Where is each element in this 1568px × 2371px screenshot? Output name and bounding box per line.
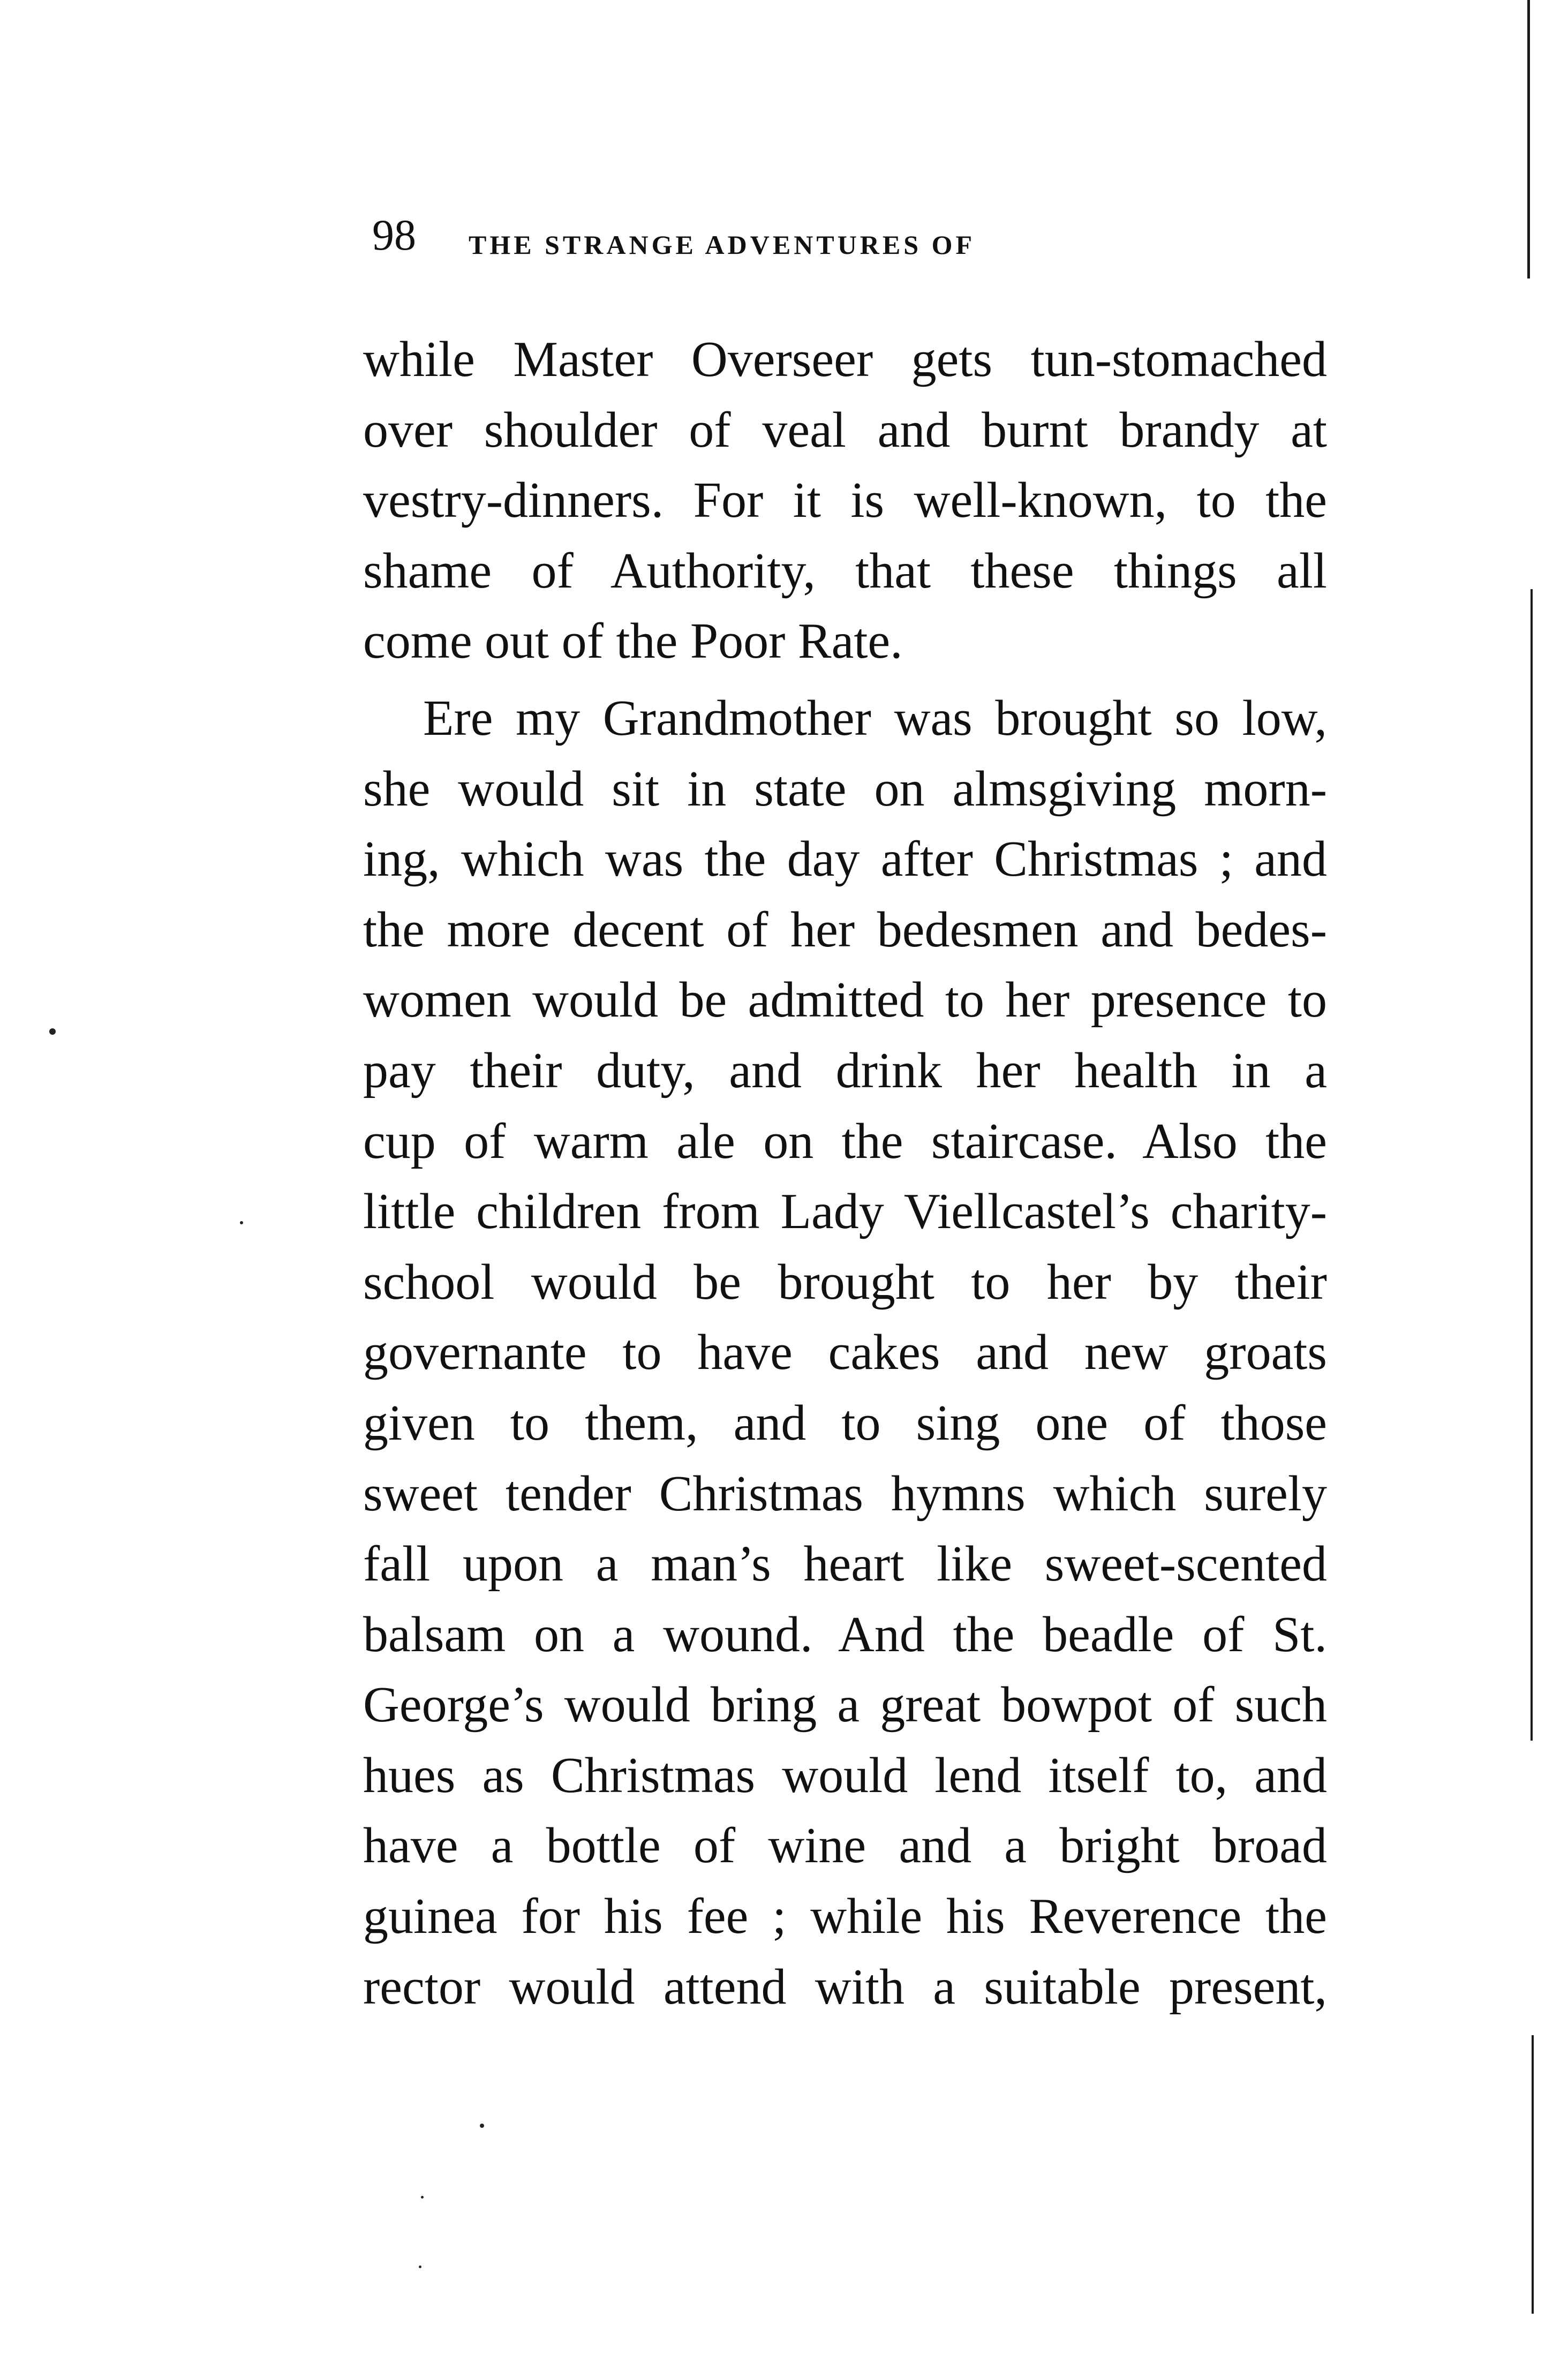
speck [480,2124,484,2128]
speck [419,2265,421,2268]
text-line: fall upon a man’s heart like sweet-scented [363,1536,1327,1592]
text-line: George’s would bring a great bowpot of such [363,1677,1327,1733]
text-line: school would be brought to her by their [363,1254,1327,1310]
text-line: while Master Overseer gets tun-stomached [363,332,1327,387]
text-line: have a bottle of wine and a bright broad [363,1818,1327,1874]
scan-edge-line [1531,589,1533,1741]
text-line: given to them, and to sing one of those [363,1395,1327,1451]
text-line: rector would attend with a suitable present, [363,1959,1327,2015]
text-line: the more decent of her bedesmen and bedes- [363,901,1327,958]
body-text [363,325,1327,2022]
page-number: 98 [372,210,416,259]
text-line: balsam on a wound. And the beadle of St. [363,1606,1327,1662]
text-line: sweet tender Christmas hymns which surely [363,1465,1327,1522]
scan-edge-line [1532,2035,1534,2314]
scan-edge-line [1527,0,1530,279]
text-line: cup of warm ale on the staircase. Also the [363,1113,1327,1169]
text-line: women would be admitted to her presence to [363,972,1327,1028]
text-line: shame of Authority, that these things all [363,543,1327,599]
text-line: pay their duty, and drink her health in a [363,1042,1327,1098]
text-line: she would sit in state on almsgiving morn- [363,761,1327,817]
running-title: THE STRANGE ADVENTURES OF [469,230,975,260]
text-line: over shoulder of veal and burnt brandy at [363,402,1327,458]
text-line: hues as Christmas would lend itself to, and [363,1747,1327,1803]
text-line: vestry-dinners. For it is well-known, to the [363,472,1327,529]
text-line: Ere my Grandmother was brought so low, [423,690,1327,746]
text-line: little children from Lady Viellcastel’s charity- [363,1184,1327,1240]
speck [240,1221,243,1224]
paragraph-1 [363,325,1327,677]
text-line: come out of the Poor Rate. [363,613,903,669]
text-line: ing, which was the day after Christmas ; and [363,831,1327,887]
text-line: guinea for his fee ; while his Reverence the [363,1888,1327,1945]
speck [49,1028,56,1035]
text-line: governante to have cakes and new groats [363,1324,1327,1381]
paragraph-2 [363,683,1327,2022]
speck [421,2196,424,2199]
